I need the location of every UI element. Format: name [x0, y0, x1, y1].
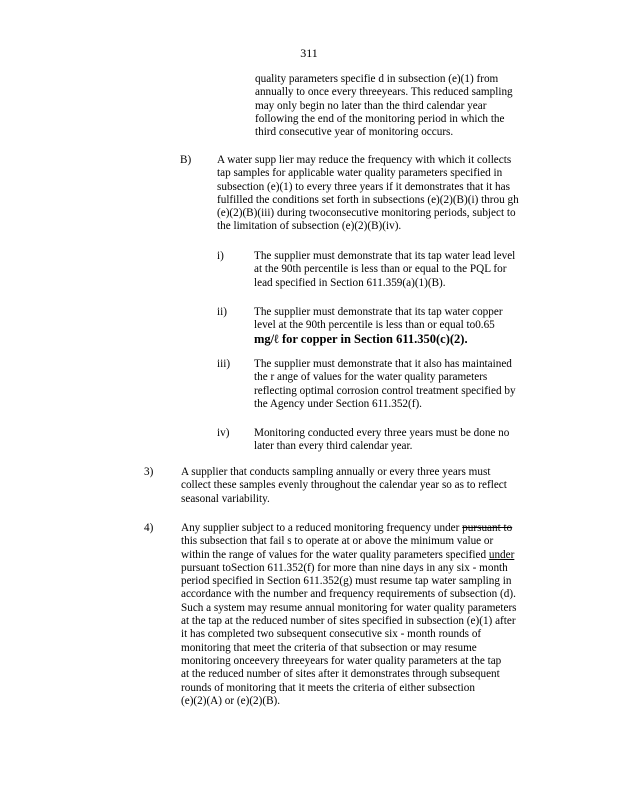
subsection-label-b: B) — [180, 154, 192, 166]
text-line: monitoring onceevery threeyears for water quality parameters at the tap — [181, 654, 502, 667]
text-line: at the reduced number of sites after it demonstrates through subsequent — [181, 668, 500, 681]
text-line: it has completed two subsequent consecutive six - month rounds of — [181, 628, 482, 641]
text-line: level at the 90th percentile is less than or equal to0.65 — [254, 319, 495, 332]
text-line: following the end of the monitoring period in which the — [255, 112, 505, 125]
text-line: A supplier that conducts sampling annually or every three years must — [181, 466, 491, 478]
item-label-iv: iv) — [217, 427, 230, 439]
text-line: third consecutive year of monitoring occurs. — [255, 126, 454, 139]
text-line: A water supp lier may reduce the frequency with which it collects — [217, 154, 512, 166]
text-line: this subsection that fail s to operate at or above the minimum value or — [181, 535, 494, 548]
underlined-text: under — [488, 548, 515, 561]
struck-text: pursuant to — [462, 522, 513, 534]
text-line: at the 90th percentile is less than or equal to the PQL for — [254, 263, 507, 276]
item-label-ii: ii) — [217, 306, 227, 318]
text-line: quality parameters specifie d in subsection (e)(1) from — [255, 73, 499, 85]
section-4-text — [181, 522, 539, 708]
text-line: fulfilled the conditions set forth in subsections (e)(2)(B)(i) throu gh — [217, 193, 519, 206]
item-label-iii: iii) — [217, 358, 231, 370]
text-segment: Any supplier subject to a reduced monitoring frequency under — [181, 522, 463, 534]
paragraph-continuation — [255, 73, 527, 139]
text-line: seasonal variability. — [181, 492, 270, 505]
item-iii-text — [254, 358, 534, 411]
text-line: the r ange of values for the water quality parameters — [254, 371, 488, 384]
text-line: lead specified in Section 611.359(a)(1)(B). — [254, 276, 446, 289]
text-line: rounds of monitoring that it meets the criteria of either subsection — [181, 681, 475, 694]
section-label-4: 4) — [144, 522, 154, 534]
item-label-i: i) — [217, 250, 224, 262]
text-line: The supplier must demonstrate that its tap water lead level — [254, 250, 516, 262]
text-line: at the tap at the reduced number of sites specified in subsection (e)(1) after — [181, 615, 516, 628]
item-i-text — [254, 250, 530, 290]
text-line-bold: mg/ℓ for copper in Section 611.350(c)(2). — [254, 331, 468, 346]
text-line — [181, 522, 539, 535]
item-iv-text — [254, 427, 528, 454]
text-line: annually to once every threeyears. This reduced sampling — [255, 86, 513, 99]
page-number: 311 — [300, 46, 318, 60]
text-line: The supplier must demonstrate that its tap water copper — [254, 306, 503, 318]
text-line: collect these samples evenly throughout the calendar year so as to reflect — [181, 479, 507, 492]
text-line: The supplier must demonstrate that it also has maintained — [254, 358, 512, 370]
text-line: Monitoring conducted every three years must be done no — [254, 427, 510, 439]
section-3-text — [181, 466, 539, 506]
item-ii-text — [254, 306, 530, 346]
text-line: tap samples for applicable water quality parameters specified in — [217, 167, 503, 180]
text-line: subsection (e)(1) to every three years if it demonstrates that it has — [217, 180, 510, 193]
text-line: Such a system may resume annual monitoring for water quality parameters — [181, 601, 517, 614]
text-line: reflecting optimal corrosion control treatment specified by — [254, 384, 516, 397]
text-line: the Agency under Section 611.352(f). — [254, 397, 422, 410]
text-line: pursuant toSection 611.352(f) for more than nine days in any six - month — [181, 561, 508, 574]
text-line: later than every third calendar year. — [254, 440, 413, 453]
text-line: the limitation of subsection (e)(2)(B)(iv). — [217, 220, 402, 233]
text-line: monitoring that meet the criteria of that subsection or may resume — [181, 641, 477, 654]
section-label-3: 3) — [144, 466, 154, 478]
text-line: (e)(2)(A) or (e)(2)(B). — [181, 694, 281, 707]
text-line — [181, 549, 539, 562]
text-line: (e)(2)(B)(iii) during twoconsecutive monitoring periods, subject to — [217, 207, 516, 220]
subsection-b-text — [217, 154, 539, 234]
text-segment: within the range of values for the water quality parameters specified — [181, 548, 489, 561]
text-line: period specified in Section 611.352(g) must resume tap water sampling in — [181, 575, 512, 588]
text-line: accordance with the number and frequency requirements of subsection (d). — [181, 588, 516, 601]
text-line: may only begin no later than the third calendar year — [255, 99, 487, 112]
